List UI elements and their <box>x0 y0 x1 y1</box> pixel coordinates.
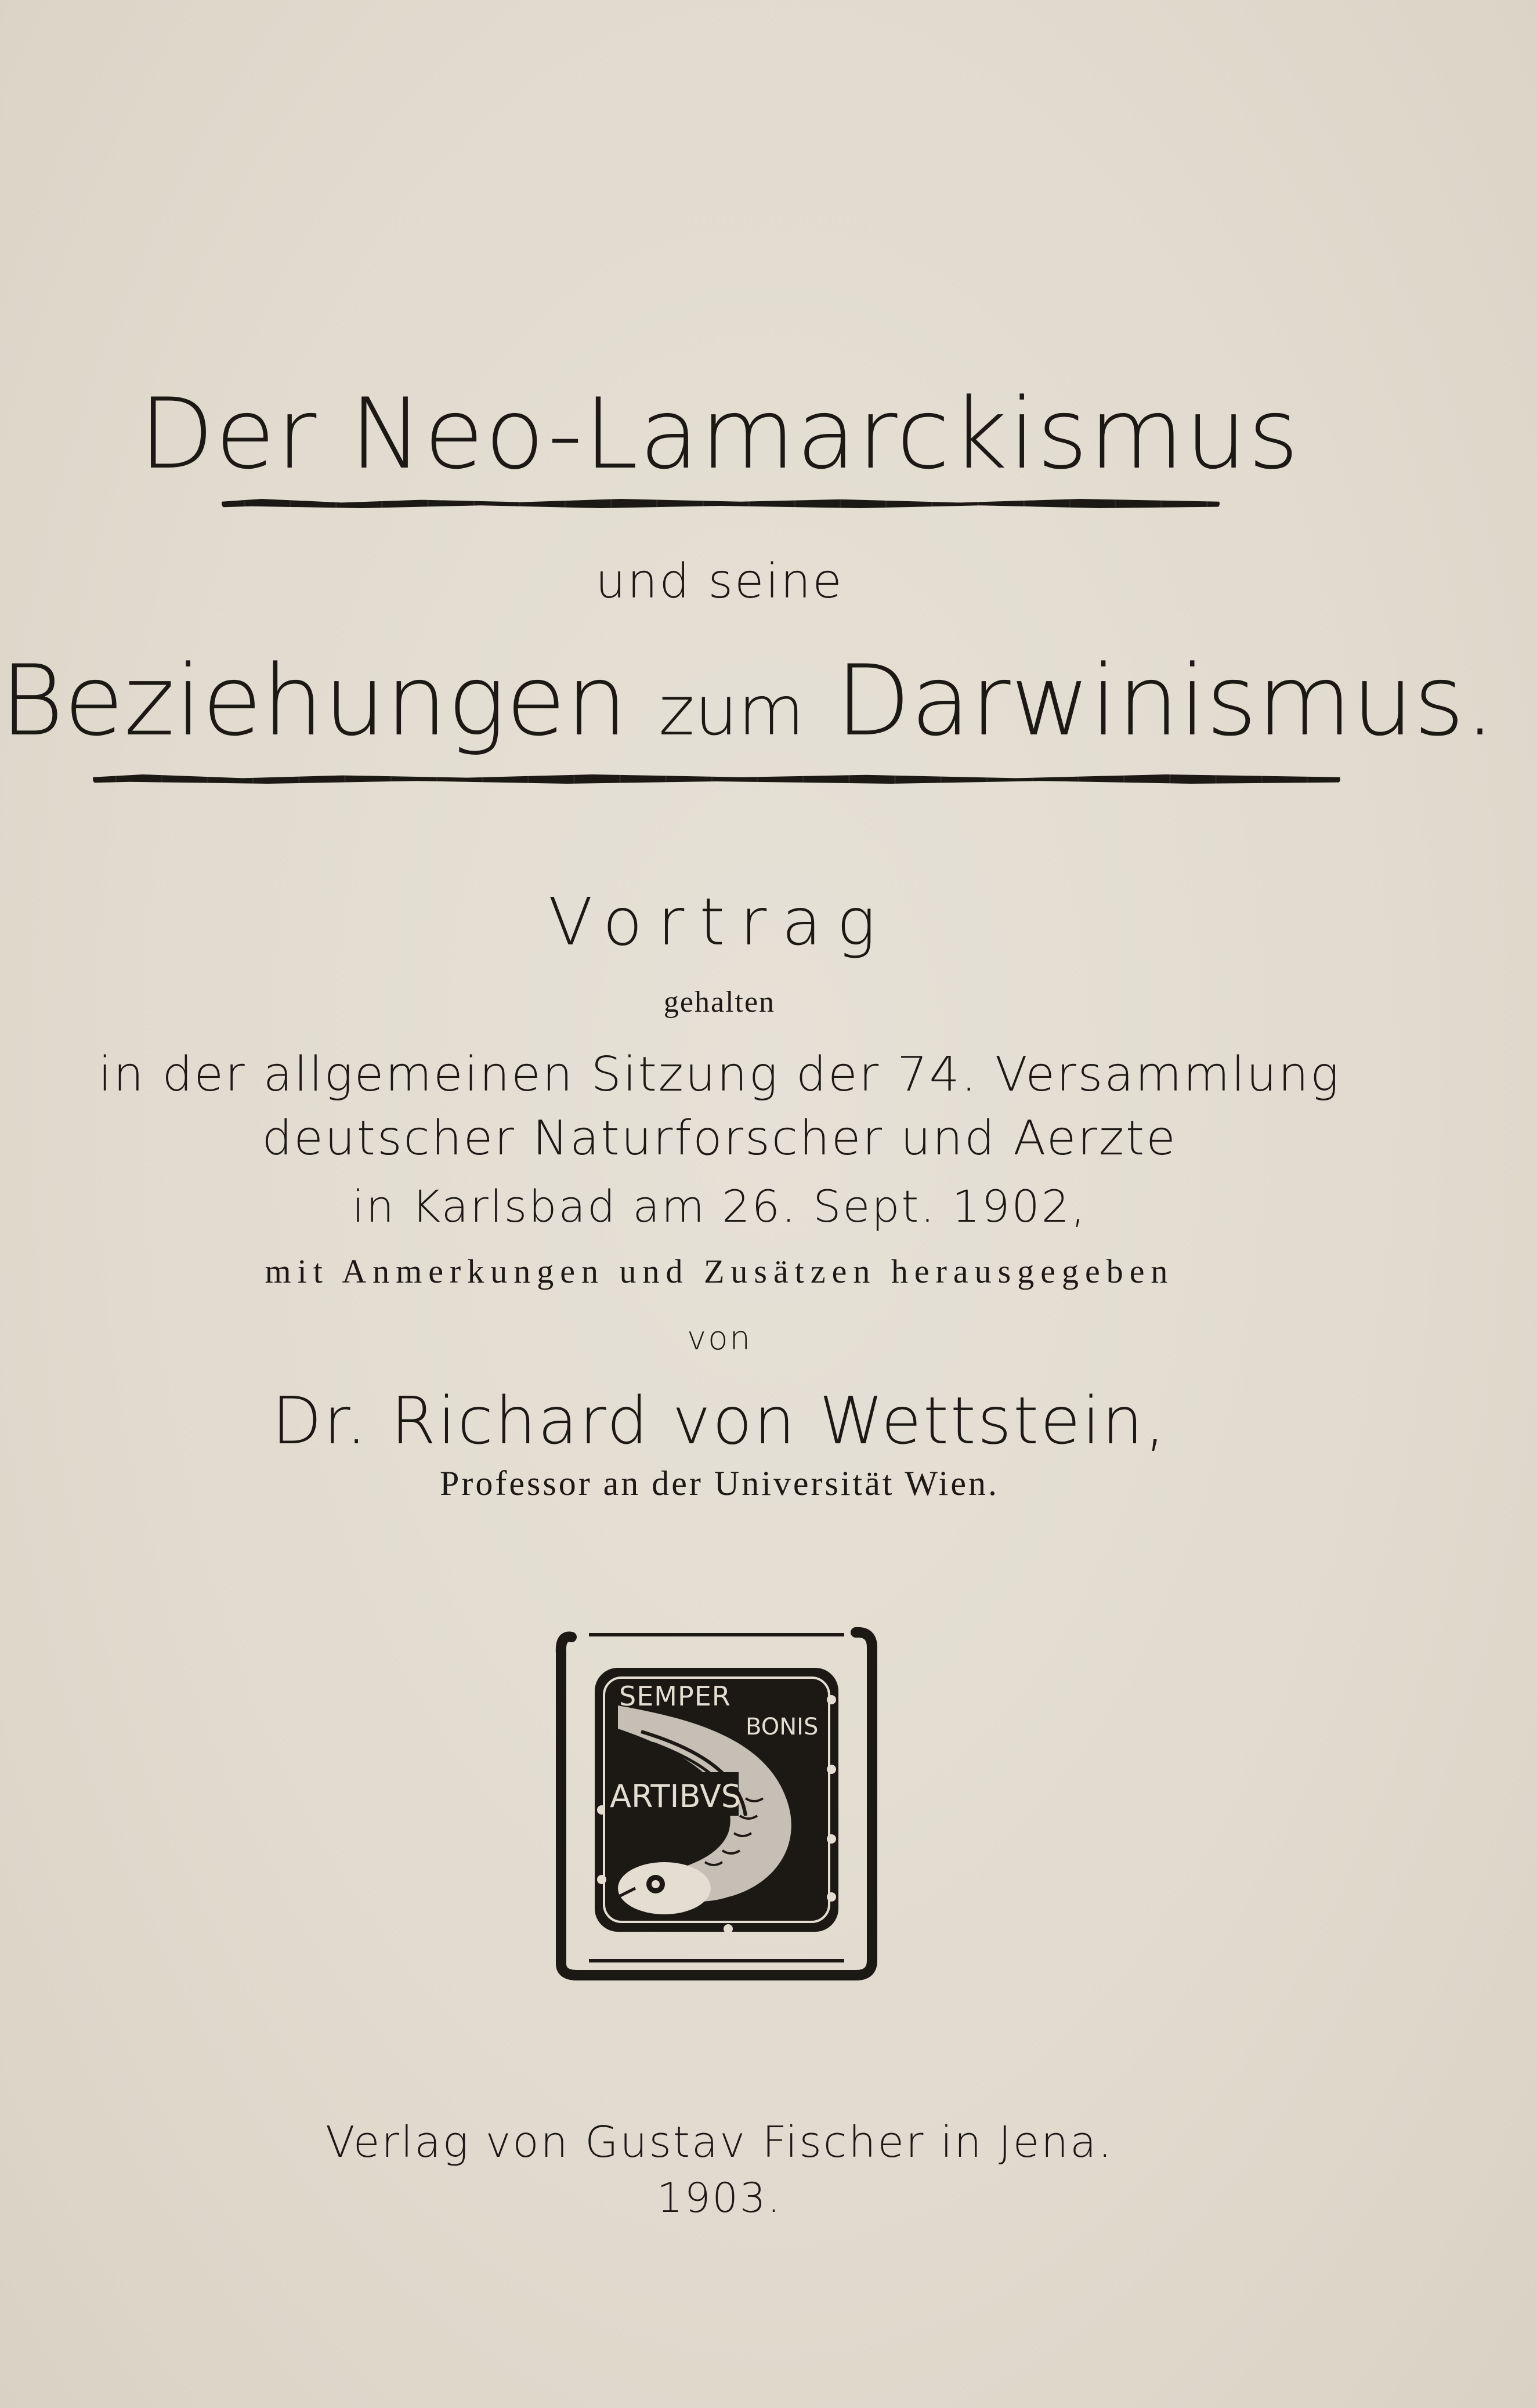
lecture-von: von <box>687 1320 752 1357</box>
subtitle-part-zum: zum <box>659 671 805 751</box>
emblem-motto-semper: SEMPER <box>619 1681 731 1712</box>
ornamental-rule-top <box>222 499 1220 508</box>
title-connector: und seine <box>595 554 844 609</box>
imprint-year: 1903. <box>657 2174 782 2222</box>
author-position: Professor an der Universität Wien. <box>440 1464 999 1502</box>
lecture-line-anmerkungen: mit Anmerkungen und Zusätzen herausgegeben <box>265 1252 1174 1290</box>
book-subtitle <box>0 644 1496 758</box>
emblem-motto-artibus: ARTIBVS <box>610 1778 742 1815</box>
lecture-line-sitzung: in der allgemeinen Sitzung der 74. Versammlung <box>98 1047 1341 1102</box>
lecture-heading: Vortrag <box>548 885 891 960</box>
book-title: Der Neo-Lamarckismus <box>139 377 1300 491</box>
lecture-gehalten: gehalten <box>663 986 776 1019</box>
ornamental-rule-bottom <box>93 774 1340 784</box>
author-name: Dr. Richard von Wettstein, <box>272 1384 1167 1459</box>
subtitle-part-darwinismus: Darwinismus. <box>836 644 1496 758</box>
lecture-line-karlsbad: in Karlsbad am 26. Sept. 1902, <box>352 1181 1087 1232</box>
publisher-emblem <box>554 1624 879 1981</box>
subtitle-part-beziehungen: Beziehungen <box>0 644 628 758</box>
imprint-publisher: Verlag von Gustav Fischer in Jena. <box>325 2117 1114 2167</box>
emblem-motto-bonis: BONIS <box>746 1714 819 1740</box>
lecture-line-naturforscher: deutscher Naturforscher und Aerzte <box>262 1111 1177 1166</box>
